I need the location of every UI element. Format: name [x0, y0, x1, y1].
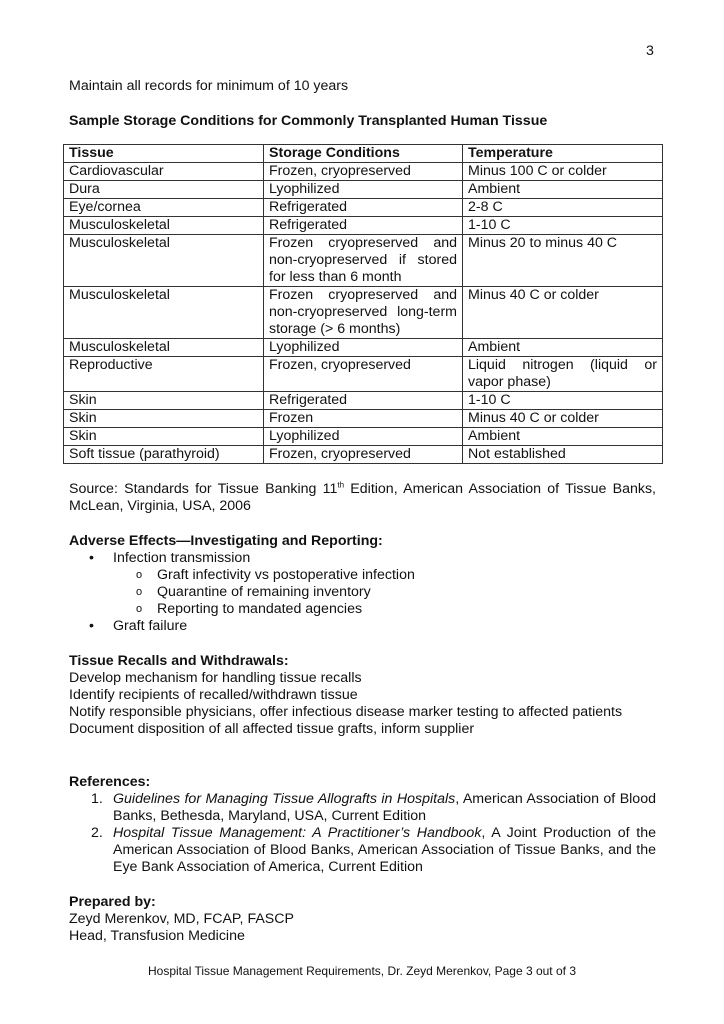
cell-tissue: Reproductive	[64, 357, 264, 392]
cell-storage-conditions: Frozen, cryopreserved	[264, 163, 463, 181]
table-row	[64, 428, 663, 446]
cell-temperature: Not established	[463, 446, 663, 464]
cell-temperature: Liquid nitrogen (liquid or vapor phase)	[463, 357, 663, 392]
cell-storage-conditions: Refrigerated	[264, 392, 463, 410]
cell-temperature: Minus 40 C or colder	[463, 410, 663, 428]
reference-title: Guidelines for Managing Tissue Allografts in Hospitals	[113, 791, 456, 807]
cell-temperature: 1-10 C	[463, 392, 663, 410]
reference-number: 2.	[91, 825, 103, 841]
cell-temperature: Minus 100 C or colder	[463, 163, 663, 181]
table-row	[64, 410, 663, 428]
cell-storage-conditions: Frozen cryopreserved and non-cryopreserved long-term storage (> 6 months)	[264, 287, 463, 339]
cell-temperature: 1-10 C	[463, 217, 663, 235]
table-row	[64, 181, 663, 199]
cell-temperature: Ambient	[463, 339, 663, 357]
source-superscript: th	[337, 480, 345, 490]
adverse-effects-heading: Adverse Effects—Investigating and Reporting:	[69, 533, 383, 549]
cell-tissue: Musculoskeletal	[64, 339, 264, 357]
cell-tissue: Dura	[64, 181, 264, 199]
cell-tissue: Musculoskeletal	[64, 287, 264, 339]
sub-list-item-label: Quarantine of remaining inventory	[157, 584, 371, 600]
hollow-bullet-icon: o	[136, 586, 143, 598]
storage-conditions-table	[63, 144, 663, 464]
table-title: Sample Storage Conditions for Commonly Transplanted Human Tissue	[69, 113, 548, 129]
source-citation	[69, 481, 656, 515]
recalls-line: Document disposition of all affected tissue grafts, inform supplier	[69, 721, 475, 737]
cell-temperature: Ambient	[463, 181, 663, 199]
cell-temperature: Minus 20 to minus 40 C	[463, 235, 663, 287]
table-row	[64, 163, 663, 181]
cell-temperature: 2-8 C	[463, 199, 663, 217]
bullet-icon: •	[89, 550, 94, 566]
cell-storage-conditions: Lyophilized	[264, 428, 463, 446]
reference-title: Hospital Tissue Management: A Practitioner’s Handbook	[113, 825, 482, 841]
header-temperature: Temperature	[463, 145, 663, 163]
reference-item	[69, 791, 656, 825]
table-row	[64, 357, 663, 392]
hollow-bullet-icon: o	[136, 603, 143, 615]
hollow-bullet-icon: o	[136, 569, 143, 581]
cell-tissue: Musculoskeletal	[64, 235, 264, 287]
header-storage-conditions: Storage Conditions	[264, 145, 463, 163]
intro-line: Maintain all records for minimum of 10 years	[69, 78, 349, 94]
cell-tissue: Skin	[64, 392, 264, 410]
table-row	[64, 339, 663, 357]
list-item	[69, 618, 656, 635]
header-tissue: Tissue	[64, 145, 264, 163]
cell-storage-conditions: Frozen, cryopreserved	[264, 446, 463, 464]
sub-list-item-label: Graft infectivity vs postoperative infection	[157, 567, 415, 583]
source-suffix: Edition, American Association of Tissue Banks, McLean, Virginia, USA, 2006	[69, 481, 656, 514]
cell-temperature: Minus 40 C or colder	[463, 287, 663, 339]
table-row	[64, 392, 663, 410]
page-number: 3	[646, 43, 654, 59]
sub-list	[113, 567, 656, 618]
recalls-line: Notify responsible physicians, offer infectious disease marker testing to affected patients	[69, 704, 623, 720]
sub-list-item	[113, 601, 656, 618]
author-name: Zeyd Merenkov, MD, FCAP, FASCP	[69, 911, 294, 927]
cell-storage-conditions: Frozen, cryopreserved	[264, 357, 463, 392]
references-heading: References:	[69, 774, 151, 790]
list-item	[69, 550, 656, 618]
cell-tissue: Eye/cornea	[64, 199, 264, 217]
table-row	[64, 217, 663, 235]
prepared-by-heading: Prepared by:	[69, 894, 156, 910]
sub-list-item	[113, 567, 656, 584]
cell-storage-conditions: Lyophilized	[264, 181, 463, 199]
recalls-line: Identify recipients of recalled/withdrawn tissue	[69, 687, 358, 703]
reference-number: 1.	[91, 791, 103, 807]
list-item-label: Graft failure	[113, 618, 188, 634]
table-body	[64, 163, 663, 464]
adverse-effects-list	[69, 550, 656, 635]
source-prefix: Source: Standards for Tissue Banking 11	[69, 481, 338, 497]
table-row	[64, 199, 663, 217]
table-row	[64, 235, 663, 287]
sub-list-item	[113, 584, 656, 601]
cell-storage-conditions: Lyophilized	[264, 339, 463, 357]
recalls-line: Develop mechanism for handling tissue recalls	[69, 670, 362, 686]
cell-tissue: Skin	[64, 428, 264, 446]
cell-temperature: Ambient	[463, 428, 663, 446]
cell-tissue: Skin	[64, 410, 264, 428]
author-title: Head, Transfusion Medicine	[69, 928, 245, 944]
reference-item	[69, 825, 656, 876]
cell-tissue: Musculoskeletal	[64, 217, 264, 235]
reference-details: , American Association of Blood Banks, Bethesda, Maryland, USA, Current Edition	[113, 791, 656, 824]
cell-storage-conditions: Frozen	[264, 410, 463, 428]
table-header-row	[64, 145, 663, 163]
body-section	[69, 481, 656, 945]
bullet-icon: •	[89, 618, 94, 634]
list-item-label: Infection transmission	[113, 550, 251, 566]
reference-details: , A Joint Production of the American Association of Blood Banks, American Association of Tissue Banks, and the Eye Bank Association of America, Current Edition	[113, 825, 656, 875]
table-row	[64, 287, 663, 339]
table-row	[64, 446, 663, 464]
cell-storage-conditions: Refrigerated	[264, 217, 463, 235]
cell-storage-conditions: Refrigerated	[264, 199, 463, 217]
cell-tissue: Soft tissue (parathyroid)	[64, 446, 264, 464]
page-footer: Hospital Tissue Management Requirements, Dr. Zeyd Merenkov, Page 3 out of 3	[148, 964, 576, 978]
references-list	[69, 791, 656, 876]
sub-list-item-label: Reporting to mandated agencies	[157, 601, 363, 617]
recalls-heading: Tissue Recalls and Withdrawals:	[69, 653, 289, 669]
intro-section	[69, 78, 656, 130]
cell-storage-conditions: Frozen cryopreserved and non-cryopreserved if stored for less than 6 month	[264, 235, 463, 287]
cell-tissue: Cardiovascular	[64, 163, 264, 181]
